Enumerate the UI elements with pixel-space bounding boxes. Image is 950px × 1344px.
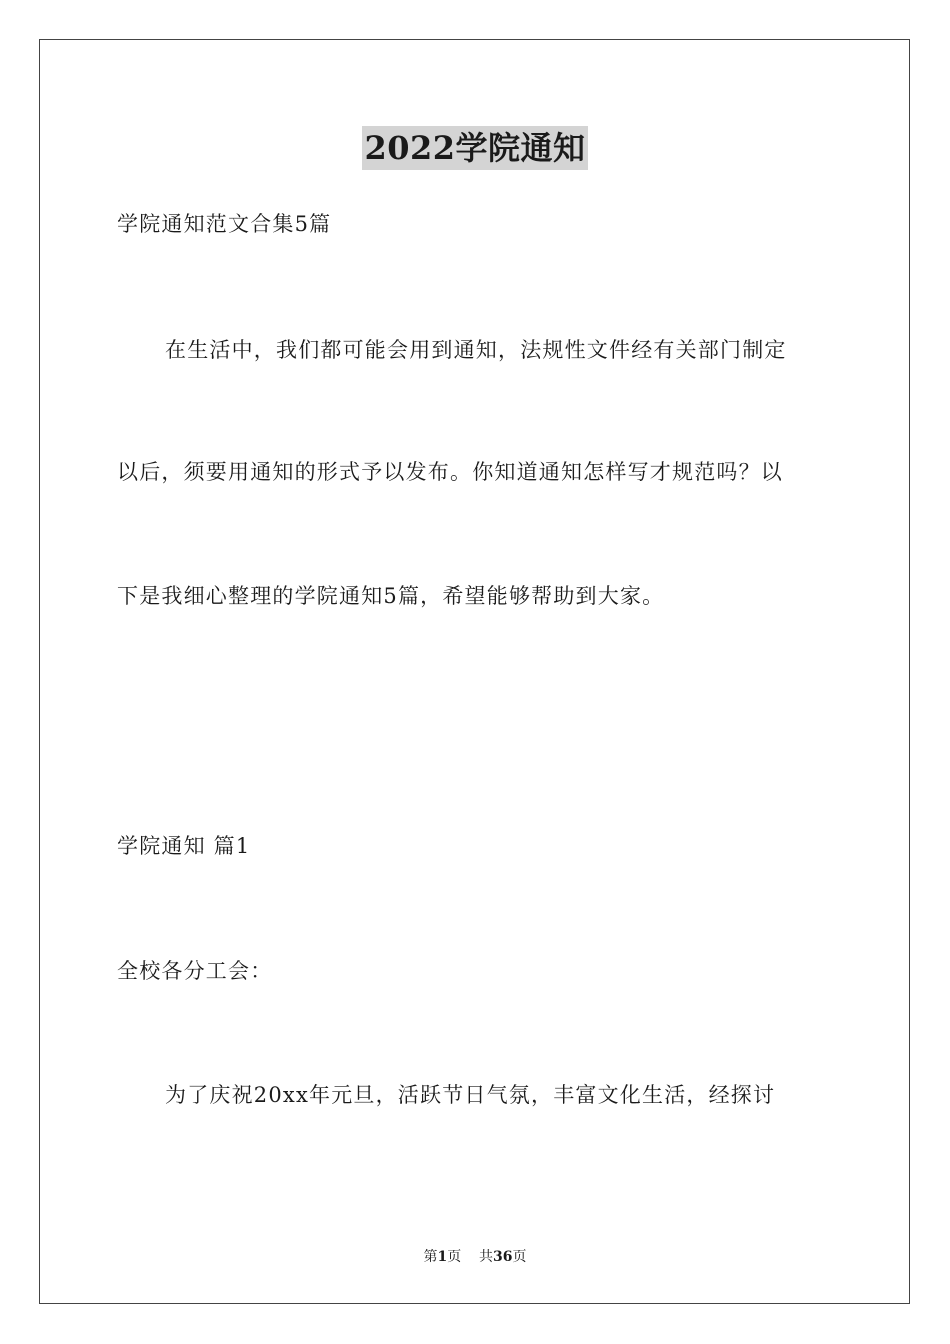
document-subtitle: 学院通知范文合集5篇 [117,212,332,236]
paragraph-line-2: 以后，须要用通知的形式予以发布。你知道通知怎样写才规范吗？以 [117,460,783,484]
page-label-suffix: 页 [447,1249,462,1265]
page-number: 1 [437,1249,448,1265]
section-heading: 学院通知 篇1 [117,834,251,858]
document-title: 2022学院通知 [362,126,587,170]
total-label-prefix: 共 [479,1249,494,1265]
paragraph-line-1: 在生活中，我们都可能会用到通知，法规性文件经有关部门制定 [165,338,787,362]
total-pages: 36 [493,1249,513,1265]
title-container [0,126,950,170]
total-label-suffix: 页 [512,1249,527,1265]
body-line: 为了庆祝20xx年元旦，活跃节日气氛，丰富文化生活，经探讨 [165,1083,776,1107]
salutation: 全校各分工会： [117,959,273,983]
page-footer [0,1247,950,1267]
paragraph-line-3: 下是我细心整理的学院通知5篇，希望能够帮助到大家。 [117,584,665,608]
page-label-prefix: 第 [423,1249,438,1265]
